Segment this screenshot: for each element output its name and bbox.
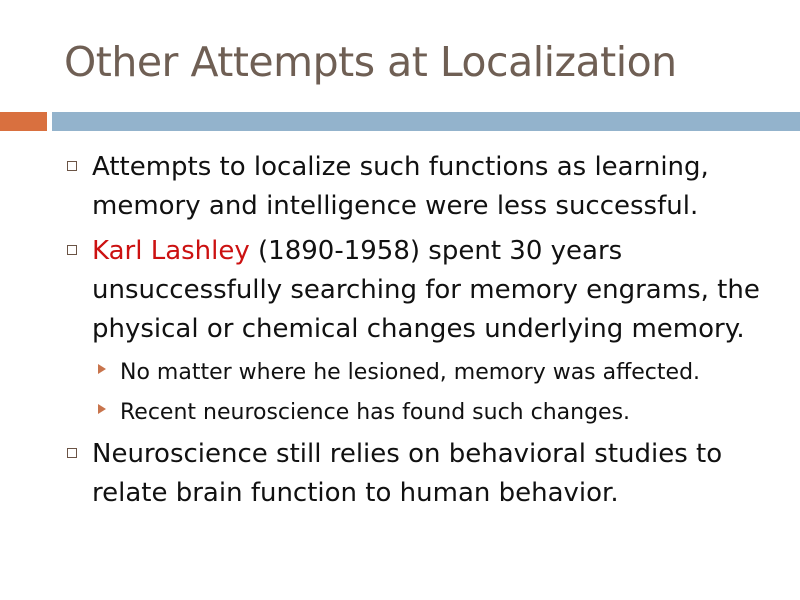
highlighted-name: Karl Lashley (92, 236, 250, 266)
bullet-item (0, 435, 800, 513)
sub-bullet-text: Recent neuroscience has found such changes. (120, 400, 631, 425)
hollow-square-icon (67, 245, 77, 255)
title-divider-bar (52, 112, 800, 131)
bullet-item (0, 148, 800, 226)
sub-bullet-text: No matter where he lesioned, memory was affected. (120, 360, 701, 385)
sub-bullet-item (0, 395, 800, 430)
bullet-item (0, 232, 800, 349)
slide-title: Other Attempts at Localization (64, 38, 677, 86)
bullet-list (0, 148, 800, 519)
hollow-square-icon (67, 448, 77, 458)
title-accent-bar (0, 112, 47, 131)
sub-bullet-item (0, 355, 800, 390)
bullet-text: Neuroscience still relies on behavioral studies to relate brain function to human behavior. (92, 439, 723, 508)
bullet-text: Attempts to localize such functions as learning, memory and intelligence were less successful. (92, 152, 709, 221)
bullet-text: (1890-1958) spent 30 years unsuccessfully searching for memory engrams, the physical or chemical changes underlying memory. (92, 236, 760, 344)
hollow-square-icon (67, 161, 77, 171)
triangle-pointer-icon (98, 404, 106, 414)
triangle-pointer-icon (98, 364, 106, 374)
